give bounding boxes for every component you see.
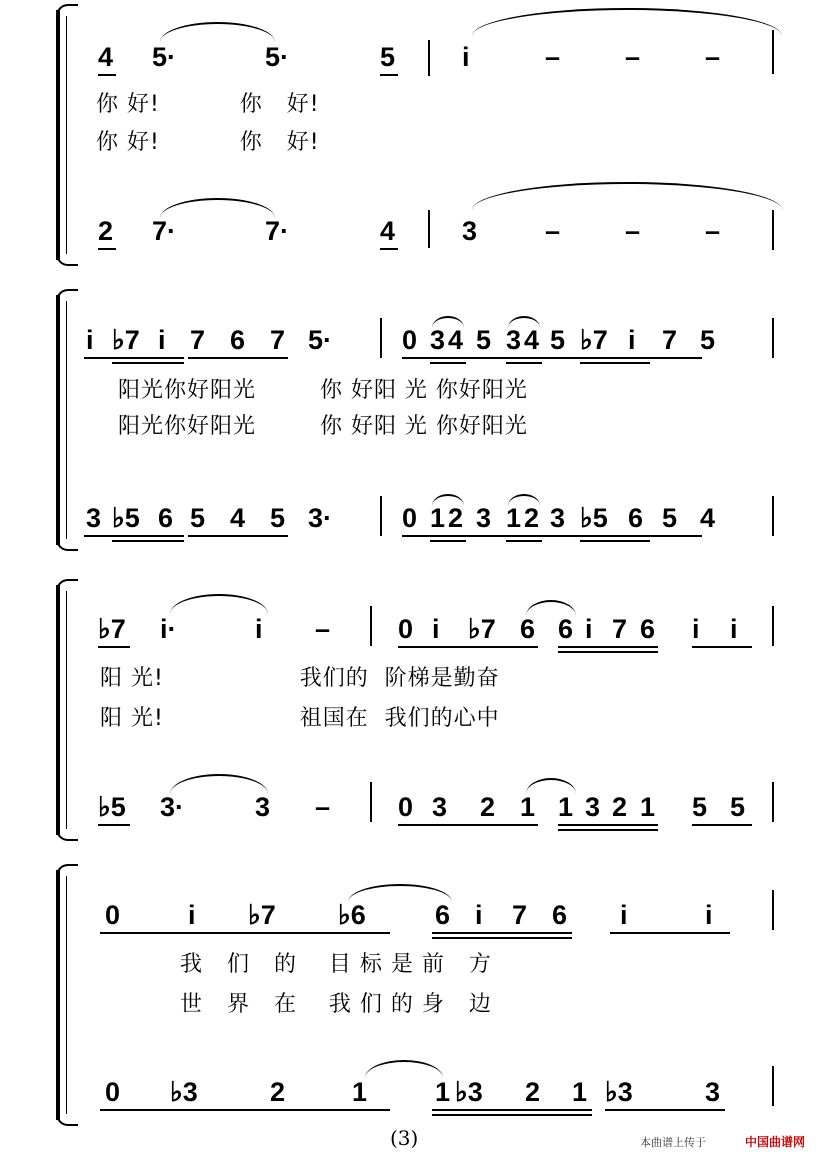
- note: 5·: [152, 42, 177, 72]
- underline: [112, 362, 184, 364]
- underline: [432, 932, 572, 934]
- barline: [772, 890, 774, 930]
- note: i: [628, 325, 636, 355]
- tie: [160, 22, 275, 42]
- note: 1: [506, 503, 522, 533]
- note: ♭7: [468, 614, 496, 644]
- note: 2: [98, 216, 114, 246]
- underline: [558, 829, 658, 831]
- tie: [160, 198, 275, 218]
- underline: [380, 74, 398, 76]
- barline: [772, 496, 774, 536]
- note: ♭3: [455, 1077, 483, 1107]
- note: –: [625, 42, 641, 72]
- note: 5: [550, 325, 566, 355]
- tie: [432, 494, 464, 506]
- note: 5: [476, 325, 492, 355]
- note: 2: [480, 792, 496, 822]
- barline: [428, 40, 430, 76]
- system-bracket-1: [56, 10, 82, 260]
- note: 1: [558, 792, 574, 822]
- upload-credit: 本曲谱上传于: [640, 1137, 706, 1149]
- note: ♭6: [338, 900, 366, 930]
- note: 0: [105, 900, 121, 930]
- note: 1: [572, 1077, 588, 1107]
- lyric-verse-1: 你 好! 你 好!: [96, 92, 320, 117]
- underline: [398, 646, 538, 648]
- underline: [98, 74, 116, 76]
- tie: [472, 8, 782, 36]
- underline: [580, 540, 650, 542]
- note: –: [705, 42, 721, 72]
- note: 3·: [308, 503, 333, 533]
- underline: [610, 932, 730, 934]
- underline: [432, 1109, 592, 1111]
- note: ♭7: [248, 900, 276, 930]
- note: 2: [524, 503, 540, 533]
- note: i: [255, 614, 263, 644]
- note: 5: [692, 792, 708, 822]
- note: 3: [550, 503, 566, 533]
- underline: [84, 357, 184, 359]
- underline: [398, 824, 538, 826]
- system-bracket-3: [56, 585, 82, 835]
- note: 5·: [308, 325, 333, 355]
- note: 1: [435, 1077, 451, 1107]
- note: 3: [462, 216, 478, 246]
- tie: [472, 182, 782, 210]
- barline: [370, 782, 372, 822]
- tie: [348, 884, 452, 902]
- note: 1: [520, 792, 536, 822]
- note: 3: [430, 325, 446, 355]
- note: –: [545, 216, 561, 246]
- system-bracket-2: [56, 295, 82, 545]
- note: –: [545, 42, 561, 72]
- underline: [188, 535, 288, 537]
- lyric-verse-2: 阳光你好阳光 你 好阳 光 你好阳光: [118, 414, 528, 439]
- barline: [772, 210, 774, 250]
- note: 6: [552, 900, 568, 930]
- note: i: [188, 900, 196, 930]
- note: –: [625, 216, 641, 246]
- tie: [508, 494, 540, 506]
- note: 6: [230, 325, 246, 355]
- underline: [506, 362, 542, 364]
- note: i: [86, 325, 94, 355]
- note: i: [620, 900, 628, 930]
- lyric-verse-1: 阳 光! 我们的 阶梯是勤奋: [100, 666, 500, 691]
- lyric-verse-2: 你 好! 你 好!: [96, 130, 320, 155]
- underline: [402, 357, 702, 359]
- note: 7: [612, 614, 628, 644]
- underline: [380, 248, 398, 250]
- underline: [188, 357, 288, 359]
- note: 5: [730, 792, 746, 822]
- underline: [580, 362, 650, 364]
- note: 1: [640, 792, 656, 822]
- barline: [428, 210, 430, 248]
- note: i: [692, 614, 700, 644]
- note: i: [158, 325, 166, 355]
- barline: [772, 782, 774, 822]
- lyric-verse-1: 阳光你好阳光 你 好阳 光 你好阳光: [118, 378, 528, 403]
- underline: [100, 932, 390, 934]
- note: ♭5: [112, 503, 140, 533]
- note: 7: [190, 325, 206, 355]
- note: 2: [525, 1077, 541, 1107]
- note: 3·: [160, 792, 185, 822]
- site-logo: 中国曲谱网: [745, 1135, 806, 1149]
- note: 4: [380, 216, 396, 246]
- note: 2: [270, 1077, 286, 1107]
- note: 5·: [265, 42, 290, 72]
- note: 4: [98, 42, 114, 72]
- note: 6: [435, 900, 451, 930]
- note: i: [462, 42, 470, 72]
- underline: [558, 824, 658, 826]
- barline: [380, 318, 382, 358]
- page-number: (3): [390, 1126, 419, 1150]
- note: ♭7: [98, 614, 126, 644]
- note: i: [585, 614, 593, 644]
- note: 7·: [152, 216, 177, 246]
- note: 4: [524, 325, 540, 355]
- note: –: [315, 792, 331, 822]
- note: 3: [506, 325, 522, 355]
- lyric-verse-2: 世 界 在 我 们 的 身 边: [180, 992, 492, 1017]
- note: 4: [448, 325, 464, 355]
- lyric-verse-2: 阳 光! 祖国在 我们的心中: [100, 706, 500, 731]
- note: 3: [432, 792, 448, 822]
- note: 6: [558, 614, 574, 644]
- note: ♭5: [98, 792, 126, 822]
- note: 0: [398, 792, 414, 822]
- note: ♭5: [580, 503, 608, 533]
- barline: [772, 318, 774, 358]
- note: 1: [430, 503, 446, 533]
- underline: [558, 646, 658, 648]
- underline: [558, 651, 658, 653]
- note: i·: [160, 614, 177, 644]
- note: 3: [255, 792, 271, 822]
- note: 5: [662, 503, 678, 533]
- underline: [605, 1109, 725, 1111]
- underline: [432, 1114, 592, 1116]
- note: 6: [628, 503, 644, 533]
- underline: [98, 248, 116, 250]
- underline: [692, 824, 752, 826]
- tie: [526, 778, 576, 794]
- barline: [772, 1066, 774, 1106]
- note: 0: [402, 503, 418, 533]
- note: ♭7: [580, 325, 608, 355]
- tie: [170, 774, 268, 794]
- note: 5: [380, 42, 396, 72]
- note: 4: [700, 503, 716, 533]
- note: 6: [158, 503, 174, 533]
- note: 0: [105, 1077, 121, 1107]
- underline: [432, 937, 572, 939]
- note: ♭3: [605, 1077, 633, 1107]
- note: 3: [705, 1077, 721, 1107]
- system-bracket-4: [56, 870, 82, 1120]
- note: 1: [352, 1077, 368, 1107]
- note: 7: [270, 325, 286, 355]
- note: 6: [520, 614, 536, 644]
- note: 7·: [265, 216, 290, 246]
- note: 3: [86, 503, 102, 533]
- underline: [112, 540, 184, 542]
- note: 5: [190, 503, 206, 533]
- note: i: [730, 614, 738, 644]
- underline: [692, 646, 752, 648]
- note: i: [432, 614, 440, 644]
- note: –: [705, 216, 721, 246]
- note: 5: [700, 325, 716, 355]
- note: 3: [476, 503, 492, 533]
- underline: [98, 824, 130, 826]
- note: 5: [270, 503, 286, 533]
- note: 6: [640, 614, 656, 644]
- note: –: [315, 614, 331, 644]
- barline: [370, 606, 372, 646]
- underline: [506, 540, 542, 542]
- barline: [380, 496, 382, 536]
- tie: [526, 600, 576, 616]
- note: 0: [402, 325, 418, 355]
- tie: [432, 316, 464, 328]
- tie: [170, 594, 268, 614]
- note: 3: [585, 792, 601, 822]
- underline: [84, 535, 184, 537]
- note: i: [475, 900, 483, 930]
- underline: [98, 646, 130, 648]
- underline: [100, 1109, 390, 1111]
- note: 2: [448, 503, 464, 533]
- note: i: [705, 900, 713, 930]
- tie: [508, 316, 540, 328]
- note: 7: [512, 900, 528, 930]
- underline: [430, 362, 466, 364]
- lyric-verse-1: 我 们 的 目 标 是 前 方: [180, 952, 492, 977]
- underline: [402, 535, 702, 537]
- barline: [772, 606, 774, 646]
- note: ♭7: [112, 325, 140, 355]
- note: 0: [398, 614, 414, 644]
- underline: [430, 540, 466, 542]
- tie: [365, 1060, 443, 1078]
- note: ♭3: [170, 1077, 198, 1107]
- note: 4: [230, 503, 246, 533]
- note: 7: [662, 325, 678, 355]
- barline: [772, 30, 774, 74]
- note: 2: [612, 792, 628, 822]
